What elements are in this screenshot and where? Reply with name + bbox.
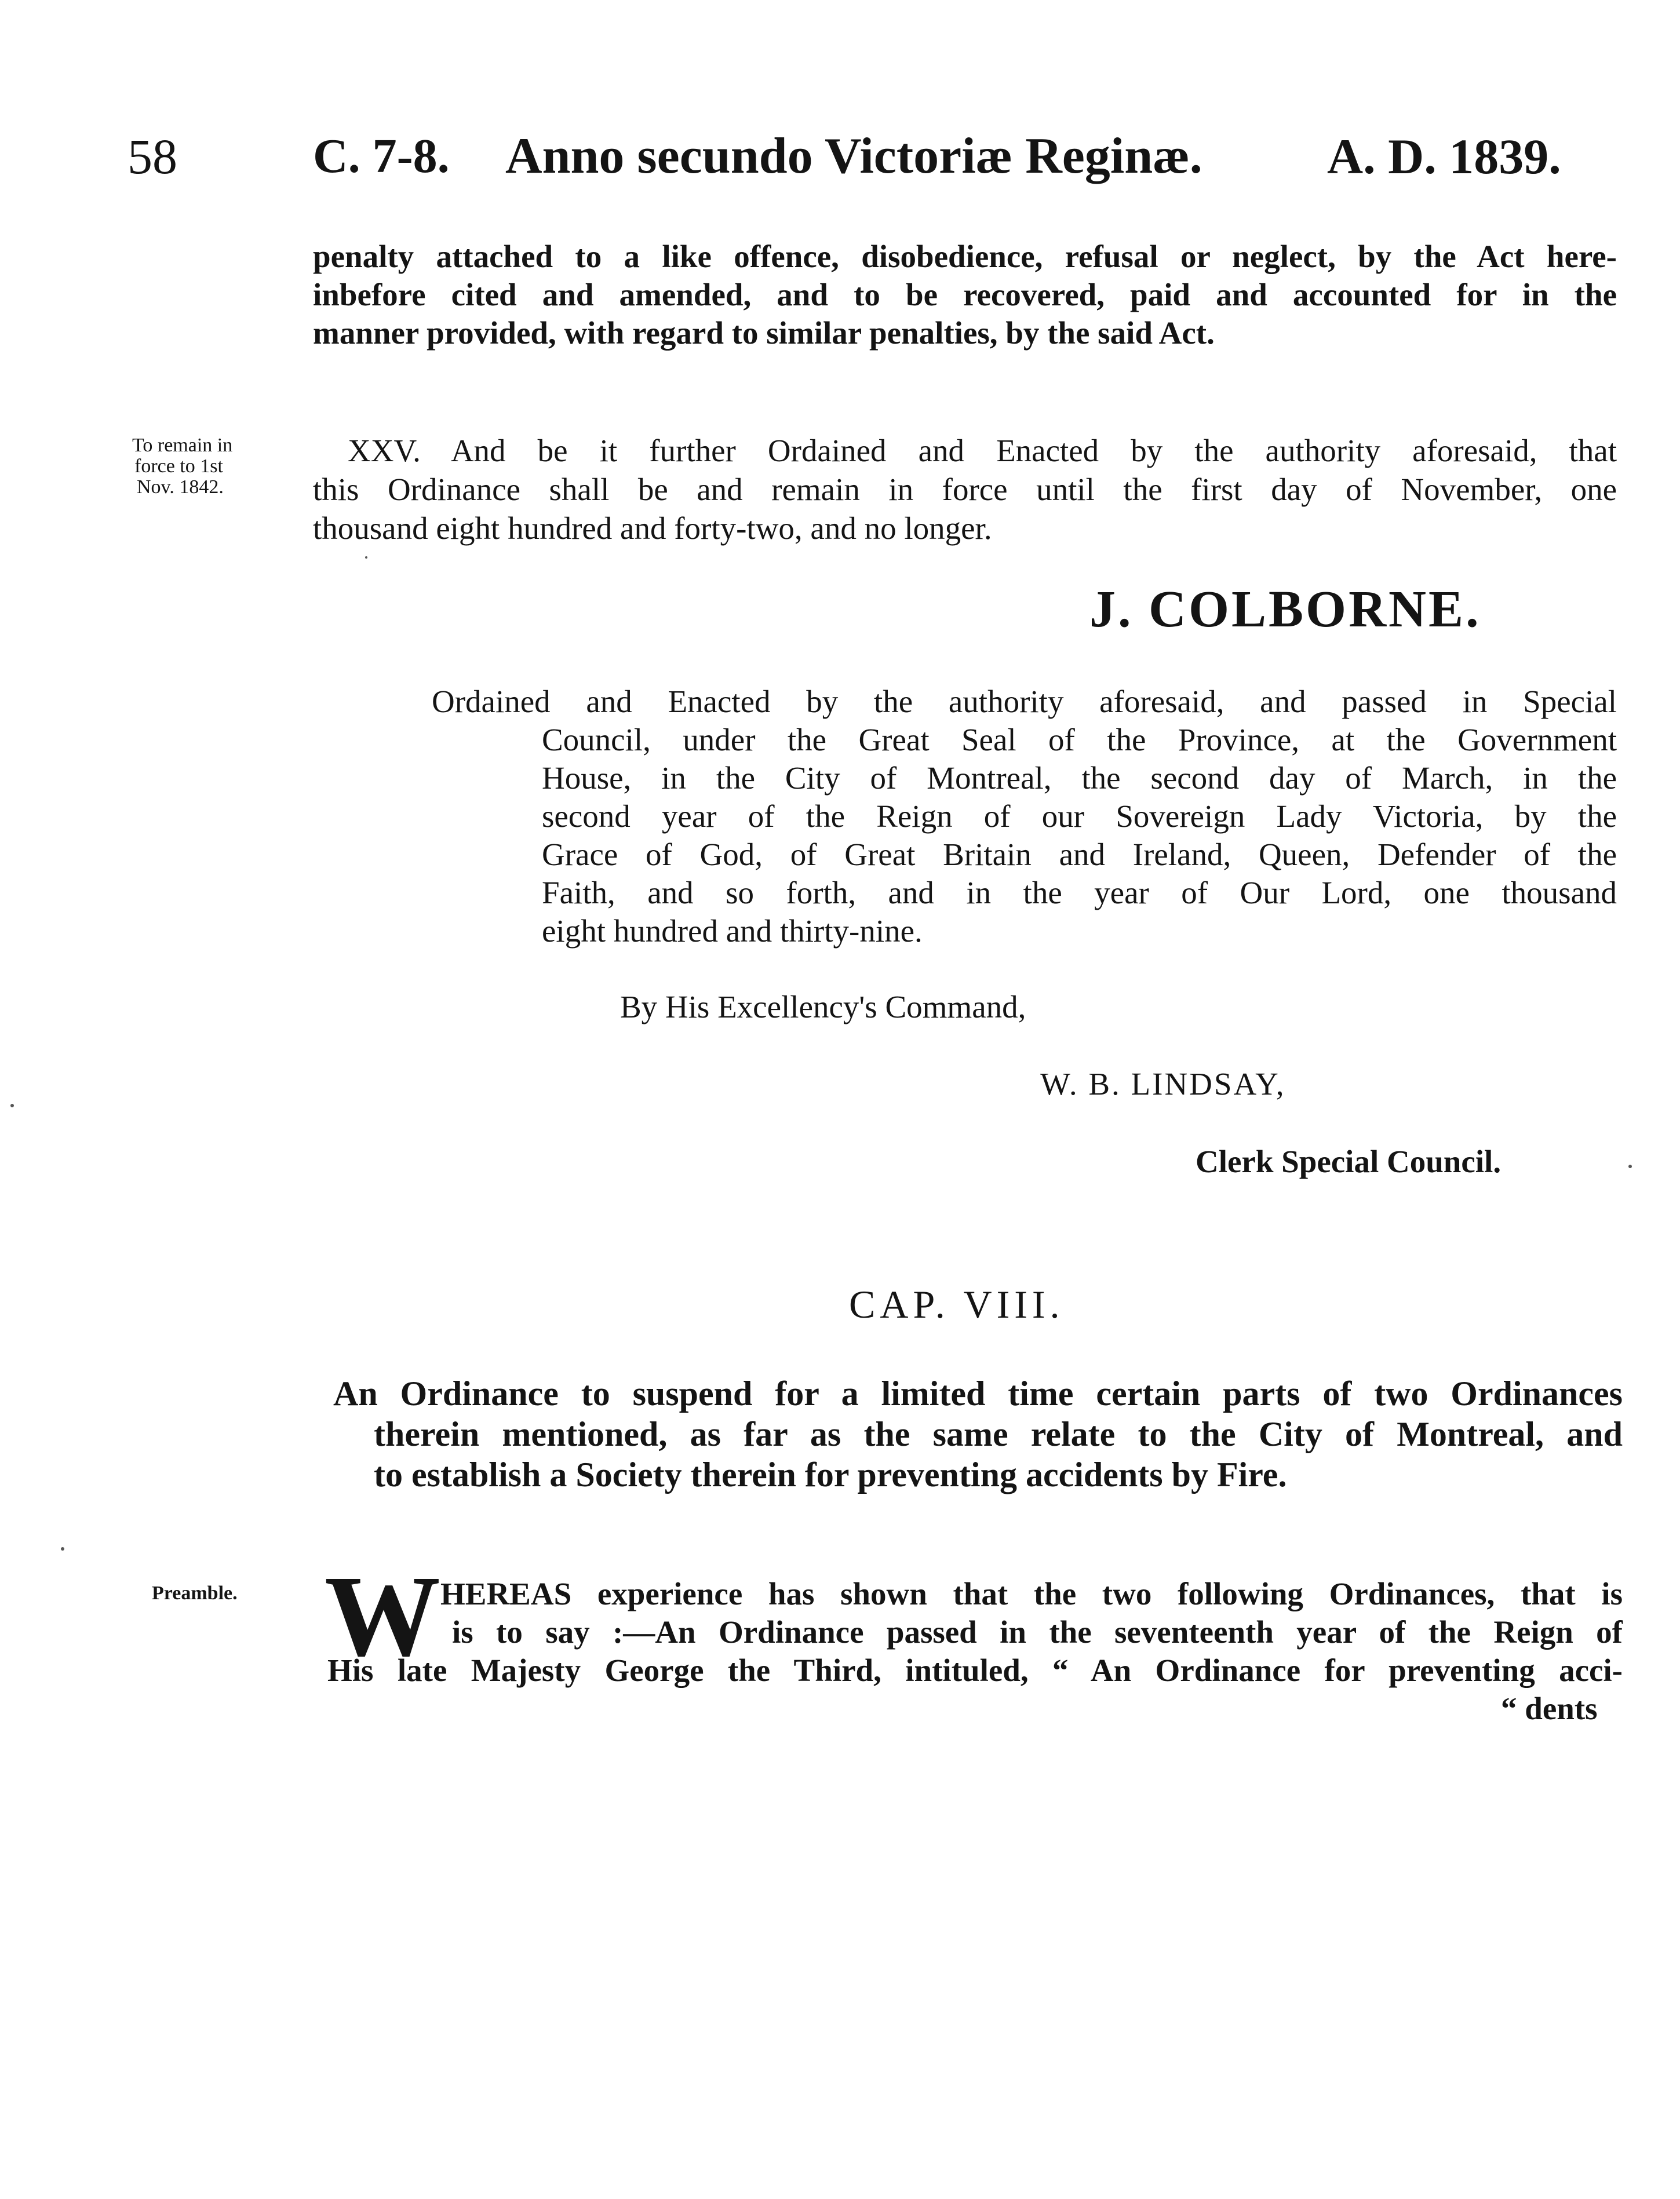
sidenote-line: Nov. 1842. xyxy=(137,476,224,498)
text-line: is to say :—An Ordinance passed in the seventeenth year of the Reign of xyxy=(452,1614,1623,1650)
text-line: penalty attached to a like offence, disobedience, refusal or neglect, by the Act here- xyxy=(313,239,1617,274)
text-line: HEREAS experience has shown that the two following Ordinances, that is xyxy=(440,1576,1623,1611)
sidenote-line: To remain in xyxy=(132,435,233,456)
chapter-reference: C. 7-8. xyxy=(313,129,450,183)
text-line: to establish a Society therein for preventing accidents by Fire. xyxy=(374,1456,1287,1494)
text-line: inbefore cited and amended, and to be recovered, paid and accounted for in the xyxy=(313,277,1617,312)
text-line: Faith, and so forth, and in the year of Our Lord, one thousand xyxy=(542,875,1617,910)
scan-speck xyxy=(365,556,367,559)
sidenote-line: force to 1st xyxy=(134,455,223,477)
text-line: Ordained and Enacted by the authority aforesaid, and passed in Special xyxy=(432,684,1617,719)
text-line: His late Majesty George the Third, intituled, “ An Ordinance for preventing acci- xyxy=(327,1653,1623,1688)
scan-speck xyxy=(61,1547,64,1551)
running-title: Anno secundo Victoriæ Reginæ. xyxy=(505,128,1202,184)
preamble-sidenote: Preamble. xyxy=(152,1582,238,1604)
text-line: XXV. And be it further Ordained and Enacted by the authority aforesaid, that xyxy=(348,433,1617,468)
text-line: Council, under the Great Seal of the Province, at the Government xyxy=(542,722,1617,757)
clerk-name: W. B. LINDSAY, xyxy=(1040,1066,1286,1102)
text-line: “ dents xyxy=(1501,1691,1598,1726)
text-line: manner provided, with regard to similar penalties, by the said Act. xyxy=(313,315,1215,351)
text-line: this Ordinance shall be and remain in force until the first day of November, one xyxy=(313,472,1617,507)
page-number: 58 xyxy=(127,129,177,184)
chapter-heading: CAP. VIII. xyxy=(849,1282,1065,1326)
text-line: House, in the City of Montreal, the second day of March, in the xyxy=(542,760,1617,796)
scan-speck xyxy=(1628,1165,1632,1168)
text-line: An Ordinance to suspend for a limited time certain parts of two Ordinances xyxy=(333,1374,1623,1413)
governor-signature: J. COLBORNE. xyxy=(1089,581,1481,638)
text-line: Grace of God, of Great Britain and Ireland, Queen, Defender of the xyxy=(542,837,1617,872)
text-line: thousand eight hundred and forty-two, and no longer. xyxy=(313,510,992,546)
clerk-title: Clerk Special Council. xyxy=(1196,1144,1502,1179)
drop-cap: W xyxy=(325,1552,440,1680)
header-year: A. D. 1839. xyxy=(1327,129,1561,184)
command-line: By His Excellency's Command, xyxy=(620,989,1026,1024)
text-line: second year of the Reign of our Sovereign Lady Victoria, by the xyxy=(542,798,1617,834)
scan-speck xyxy=(10,1104,14,1107)
text-line: eight hundred and thirty-nine. xyxy=(542,913,923,949)
text-line: therein mentioned, as far as the same relate to the City of Montreal, and xyxy=(374,1415,1623,1453)
